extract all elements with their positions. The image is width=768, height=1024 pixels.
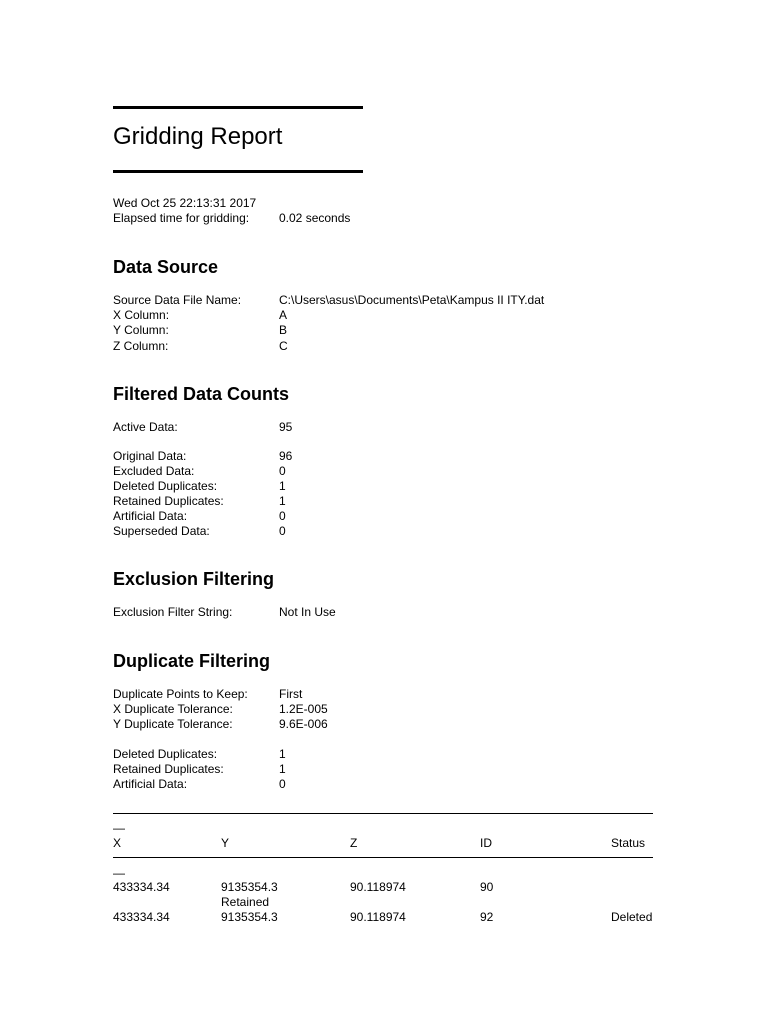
- table-cell-z: 90.118974: [350, 880, 406, 894]
- column-header-z: Z: [350, 836, 358, 850]
- title-rule-top: [113, 106, 363, 109]
- exclusion-filtering-heading: Exclusion Filtering: [113, 569, 275, 589]
- count-label: Artificial Data:: [113, 509, 188, 523]
- table-cell-z: 90.118974: [350, 910, 406, 924]
- column-header-y: Y: [221, 836, 230, 850]
- z-column-label: Z Column:: [113, 339, 169, 353]
- duplicate-value: 9.6E-006: [279, 717, 328, 731]
- count-label: Retained Duplicates:: [113, 494, 224, 508]
- table-header-dash: —: [113, 866, 125, 880]
- source-file-value: C:\Users\asus\Documents\Peta\Kampus II ITY.dat: [279, 293, 545, 307]
- duplicate-label: Y Duplicate Tolerance:: [113, 717, 233, 731]
- count-value: 0: [279, 509, 286, 523]
- exclusion-filter-label: Exclusion Filter String:: [113, 605, 233, 619]
- x-column-value: A: [279, 308, 288, 322]
- table-cell-y: 9135354.3: [221, 910, 278, 924]
- table-cell-wrapped-status: Retained: [221, 895, 270, 909]
- column-header-status: Status: [611, 836, 646, 850]
- duplicate-value: 1: [279, 762, 286, 776]
- duplicate-value: 0: [279, 777, 286, 791]
- elapsed-time-label: Elapsed time for gridding:: [113, 211, 250, 225]
- duplicate-label: Artificial Data:: [113, 777, 188, 791]
- table-cell-x: 433334.34: [113, 910, 170, 924]
- table-top-rule: [113, 813, 653, 814]
- active-data-value: 95: [279, 420, 293, 434]
- table-cell-y: 9135354.3: [221, 880, 278, 894]
- table-cell-status: Deleted: [611, 910, 653, 924]
- count-label: Superseded Data:: [113, 524, 210, 538]
- elapsed-time-value: 0.02 seconds: [279, 211, 351, 225]
- table-header-rule: [113, 857, 653, 858]
- duplicate-label: X Duplicate Tolerance:: [113, 702, 233, 716]
- page-title: Gridding Report: [113, 123, 283, 150]
- count-label: Deleted Duplicates:: [113, 479, 218, 493]
- count-value: 0: [279, 464, 286, 478]
- duplicate-value: 1.2E-005: [279, 702, 328, 716]
- count-value: 1: [279, 479, 286, 493]
- z-column-value: C: [279, 339, 288, 353]
- y-column-label: Y Column:: [113, 323, 169, 337]
- duplicate-label: Duplicate Points to Keep:: [113, 687, 248, 701]
- title-rule-bottom: [113, 170, 363, 173]
- y-column-value: B: [279, 323, 288, 337]
- data-source-heading: Data Source: [113, 257, 219, 277]
- duplicate-value: First: [279, 687, 303, 701]
- count-value: 0: [279, 524, 286, 538]
- filtered-counts-heading: Filtered Data Counts: [113, 384, 290, 404]
- duplicate-filtering-heading: Duplicate Filtering: [113, 651, 271, 671]
- count-value: 96: [279, 449, 293, 463]
- duplicate-label: Retained Duplicates:: [113, 762, 224, 776]
- duplicate-label: Deleted Duplicates:: [113, 747, 218, 761]
- count-label: Original Data:: [113, 449, 187, 463]
- count-label: Excluded Data:: [113, 464, 195, 478]
- exclusion-filter-value: Not In Use: [279, 605, 336, 619]
- duplicate-value: 1: [279, 747, 286, 761]
- table-top-dash: —: [113, 821, 125, 835]
- column-header-x: X: [113, 836, 122, 850]
- source-file-label: Source Data File Name:: [113, 293, 242, 307]
- x-column-label: X Column:: [113, 308, 170, 322]
- column-header-id: ID: [480, 836, 492, 850]
- table-cell-id: 92: [480, 910, 494, 924]
- report-date: Wed Oct 25 22:13:31 2017: [113, 196, 257, 210]
- active-data-label: Active Data:: [113, 420, 178, 434]
- table-cell-id: 90: [480, 880, 494, 894]
- count-value: 1: [279, 494, 286, 508]
- table-cell-x: 433334.34: [113, 880, 170, 894]
